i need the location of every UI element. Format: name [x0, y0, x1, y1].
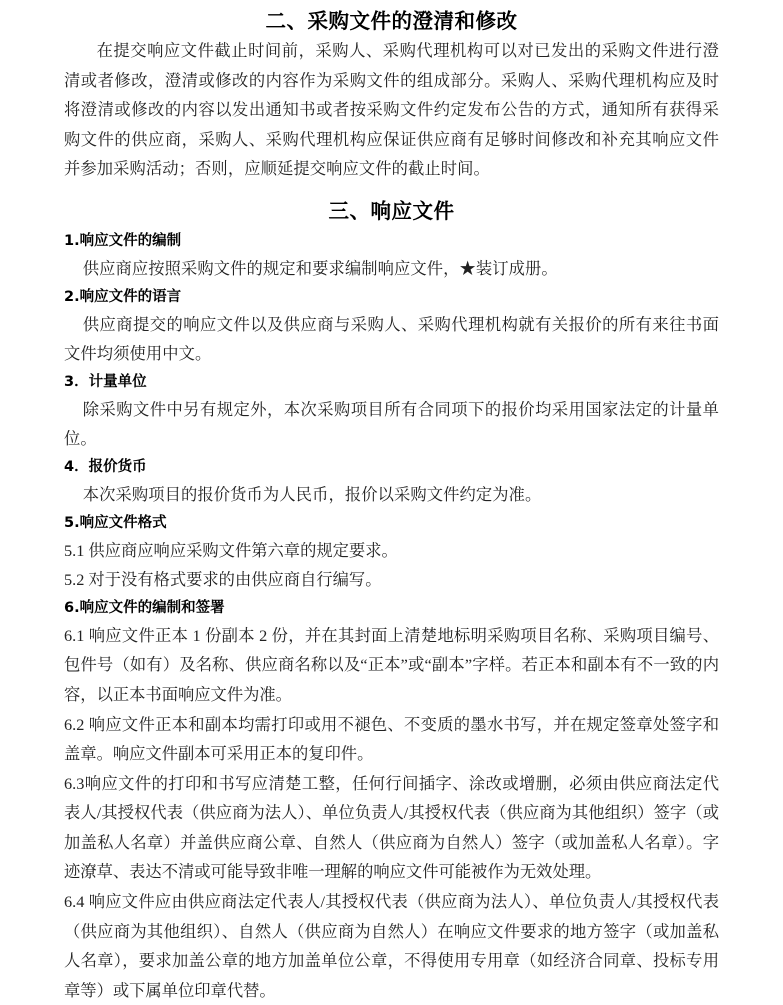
heading-response-doc-preparation: 1.响应文件的编制: [64, 232, 182, 249]
clause-5-2: 5.2 对于没有格式要求的由供应商自行编写。: [64, 570, 382, 590]
section-title-three: 三、响应文件: [328, 198, 455, 223]
heading-measurement-unit: 3．计量单位: [64, 373, 147, 390]
heading-response-doc-signature: 6.响应文件的编制和签署: [64, 599, 225, 616]
body-response-doc-preparation: 供应商应按照采购文件的规定和要求编制响应文件，★装订成册。: [82, 258, 558, 278]
heading-quotation-currency: 4．报价货币: [64, 458, 147, 475]
heading-response-doc-language: 2.响应文件的语言: [64, 288, 182, 305]
heading-response-doc-format: 5.响应文件格式: [64, 514, 167, 531]
clause-6-2: 6.2 响应文件正本和副本均需打印或用不褪色、不变质的墨水书写，并在规定签章处签字和盖章。响应文件副本可采用正本的复印件。: [64, 714, 719, 764]
section-title-two: 二、采购文件的澄清和修改: [265, 9, 518, 33]
clause-5-1: 5.1 供应商应响应采购文件第六章的规定要求。: [64, 540, 398, 560]
section-two-paragraph: 在提交响应文件截止时间前，采购人、采购代理机构可以对已发出的采购文件进行澄清或者修改，澄清或修改的内容作为采购文件的组成部分。采购人、采购代理机构应及时将澄清或修改的内容以发出通知书或者按采购文件约定发布公告的方式，通知所有获得采购文件的供应商，采购人、采购代理机构应保证供应商有足够时间修改和补充其响应文件并参加采购活动；否则，应顺延提交响应文件的截止时间。: [64, 41, 719, 179]
clause-6-1: 6.1 响应文件正本 1 份副本 2 份，并在其封面上清楚地标明采购项目名称、采购项目编号、包件号（如有）及名称、供应商名称以及“正本”或“副本”字样。若正本和副本有不一致的内容，以正本书面响应文件为准。: [64, 625, 719, 704]
clause-6-3: 6.3响应文件的打印和书写应清楚工整，任何行间插字、涂改或增删，必须由供应商法定代表人/其授权代表（供应商为法人）、单位负责人/其授权代表（供应商为其他组织）签字（或加盖私人名章）并盖供应商公章、自然人（供应商为自然人）签字（或加盖私人名章）。字迹潦草、表达不清或可能导致非唯一理解的响应文件可能被作为无效处理。: [64, 773, 719, 882]
body-quotation-currency: 本次采购项目的报价货币为人民币，报价以采购文件约定为准。: [82, 484, 542, 504]
clause-6-4: 6.4 响应文件应由供应商法定代表人/其授权代表（供应商为法人）、单位负责人/其授权代表（供应商为其他组织）、自然人（供应商为自然人）在响应文件要求的地方签字（或加盖私人名章），要求加盖公章的地方加盖单位公章，不得使用专用章（如经济合同章、投标专用章等）或下属单位印章代替。: [64, 892, 719, 1000]
body-measurement-unit: 除采购文件中另有规定外，本次采购项目所有合同项下的报价均采用国家法定的计量单位。: [64, 399, 719, 449]
body-response-doc-language: 供应商提交的响应文件以及供应商与采购人、采购代理机构就有关报价的所有来往书面文件均须使用中文。: [64, 314, 719, 364]
